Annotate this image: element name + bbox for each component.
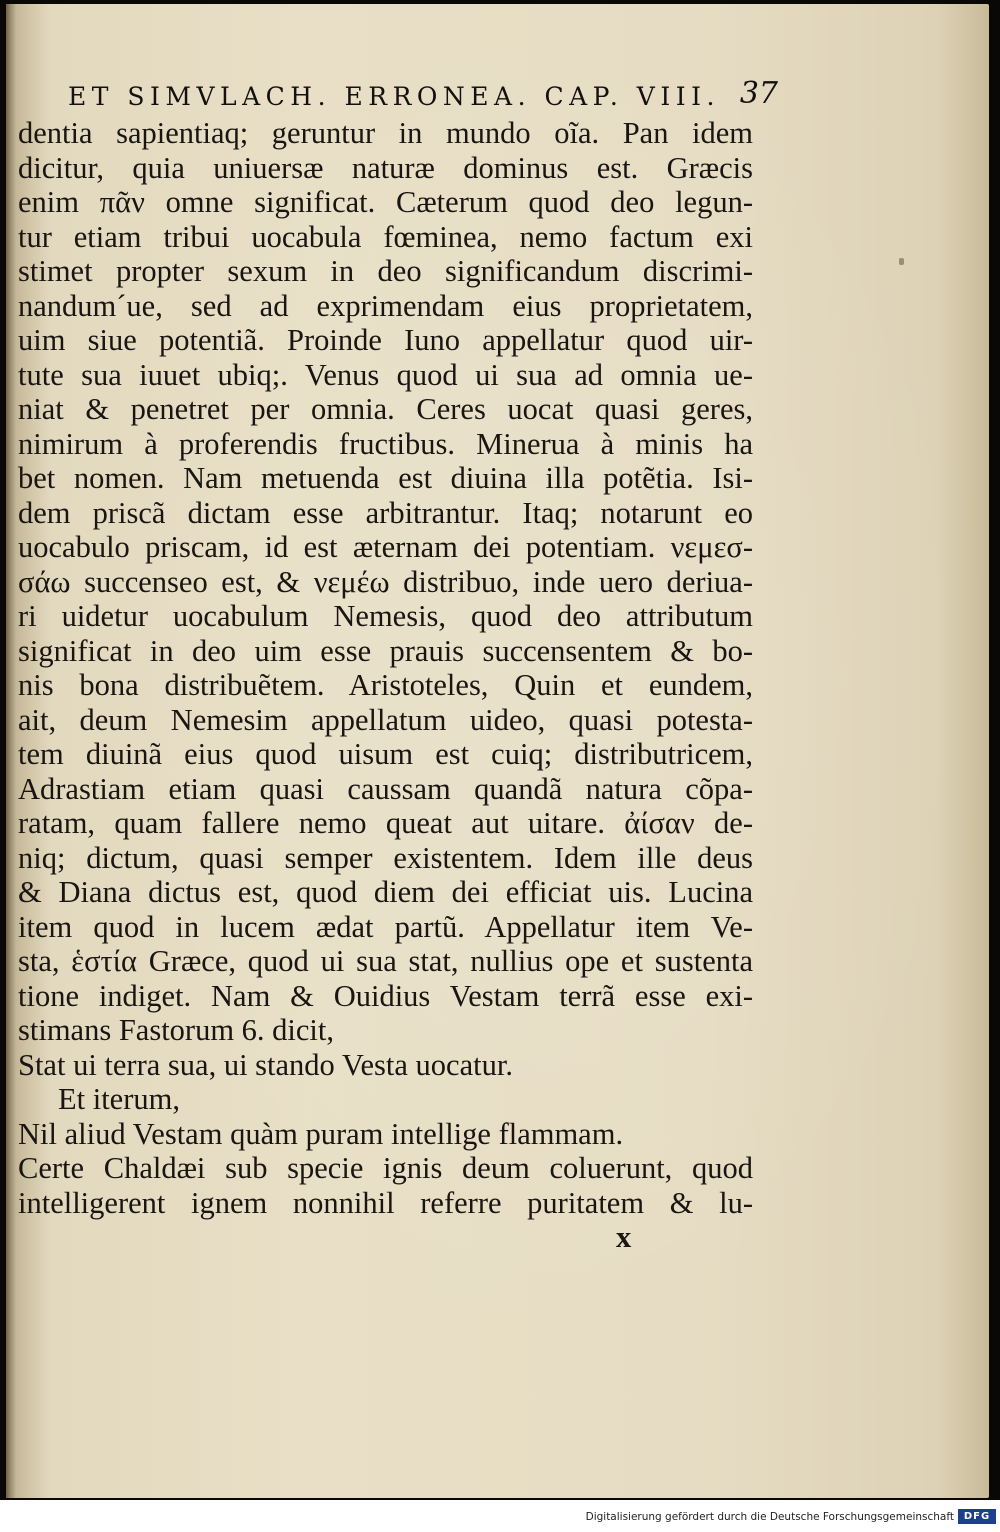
text-line: ri uidetur uocabulum Nemesis, quod deo attributum	[18, 599, 753, 633]
catchword: x	[616, 1220, 632, 1254]
text-line: niat & penetret per omnia. Ceres uocat quasi geres,	[18, 392, 753, 426]
text-line: ait, deum Nemesim appellatum uideo, quasi potesta-	[18, 702, 753, 737]
text-line: niq; dictum, quasi semper existentem. Idem ille deus	[18, 840, 753, 875]
text-line: nimirum à proferendis fructibus. Minerua à minis ha	[18, 426, 753, 461]
text-line: dentia sapientiaq; geruntur in mundo oĩa. Pan idem	[18, 116, 753, 150]
text-line: Et iterum,	[58, 1082, 180, 1116]
text-line: Adrastiam etiam quasi caussam quandã natura cõpa-	[18, 771, 753, 806]
text-line: stimet propter sexum in deo significandum discrimi-	[18, 254, 753, 288]
text-line: uim siue potentiã. Proinde Iuno appellatur quod uir-	[18, 323, 753, 357]
text-line: tione indiget. Nam & Ouidius Vestam terrã esse exi-	[18, 978, 753, 1013]
page-header	[58, 76, 778, 118]
text-line: ratam, quam fallere nemo queat aut uitare. ἀίσαν de-	[18, 806, 753, 840]
text-line: & Diana dictus est, quod diem dei efficiat uis. Lucina	[18, 875, 753, 909]
text-line: σάω succenseo est, & νεμέω distribuo, inde uero deriua-	[18, 564, 753, 599]
running-head: ET SIMVLACH. ERRONEA. CAP. VIII.	[68, 82, 720, 111]
book-page	[6, 4, 989, 1498]
dfg-logo: DFG	[958, 1509, 996, 1524]
page-number: 37	[739, 76, 778, 111]
text-line: stimans Fastorum 6. dicit,	[18, 1013, 335, 1047]
page-gutter-edge	[6, 4, 16, 1498]
text-line: item quod in lucem ædat partũ. Appellatur item Ve-	[18, 909, 753, 944]
footer-bar	[0, 1500, 1000, 1532]
text-line: tur etiam tribui uocabula fœminea, nemo factum exi	[18, 219, 753, 254]
text-line: nis bona distribuẽtem. Aristoteles, Quin et eundem,	[18, 668, 753, 702]
text-line: sta, ἑστία Græce, quod ui sua stat, nullius ope et sustenta	[18, 944, 753, 978]
text-line: Certe Chaldæi sub specie ignis deum coluerunt, quod	[18, 1151, 753, 1185]
text-line: nandum´ue, sed ad exprimendam eius proprietatem,	[18, 288, 753, 323]
text-line: dicitur, quia uniuersæ naturæ dominus est. Græcis	[18, 150, 753, 185]
text-line: Nil aliud Vestam quàm puram intellige flammam.	[18, 1116, 624, 1151]
text-line: bet nomen. Nam metuenda est diuina illa potẽtia. Isi-	[18, 461, 753, 495]
text-line: enim πᾶν omne significat. Cæterum quod deo legun-	[18, 185, 753, 219]
text-line: uocabulo priscam, id est æternam dei potentiam. νεμεσ-	[18, 530, 753, 564]
text-line: tute sua iuuet ubiq;. Venus quod ui sua ad omnia ue-	[18, 357, 753, 392]
text-line: intelligerent ignem nonnihil referre puritatem & lu-	[18, 1185, 753, 1220]
text-line: significat in deo uim esse prauis succensentem & bo-	[18, 633, 753, 668]
text-line: dem priscã dictam esse arbitrantur. Itaq; notarunt eo	[18, 495, 753, 530]
paper-speck	[899, 258, 904, 265]
text-line: Stat ui terra sua, ui stando Vesta uocatur.	[18, 1047, 513, 1082]
body-text	[18, 116, 753, 1255]
funding-credit: Digitalisierung gefördert durch die Deutsche Forschungsgemeinschaft	[585, 1511, 954, 1523]
text-line: tem diuinã eius quod uisum est cuiq; distributricem,	[18, 737, 753, 771]
